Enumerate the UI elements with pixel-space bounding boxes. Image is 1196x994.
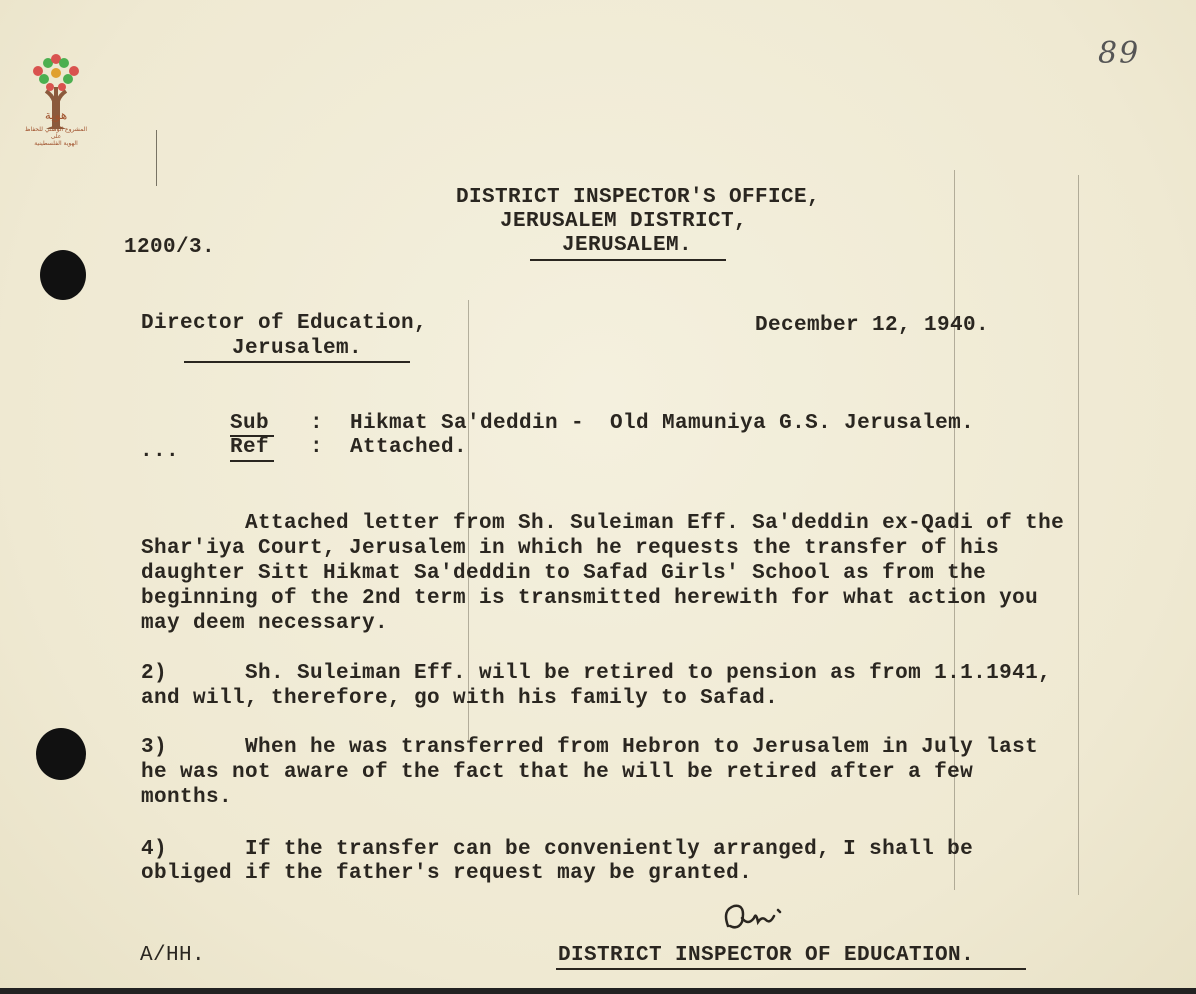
punch-hole [36, 728, 86, 780]
scan-bottom-edge [0, 988, 1196, 994]
paragraph-3-line: months. [141, 786, 233, 809]
ref-label: Ref [230, 436, 270, 459]
paragraph-2-line: 2) Sh. Suleiman Eff. will be retired to pension as from 1.1.1941, [141, 662, 1052, 685]
paragraph-1-line: may deem necessary. [141, 612, 389, 635]
paragraph-3-line: 3) When he was transferred from Hebron to Jerusalem in July last [141, 736, 1039, 759]
paragraph-1-line: beginning of the 2nd term is transmitted herewith for what action you [141, 587, 1039, 610]
addressee-line-2: Jerusalem. [232, 337, 363, 360]
file-number: 1200/3. [124, 236, 216, 259]
addressee-line-1: Director of Education, [141, 312, 428, 335]
handwritten-signature-icon [716, 896, 796, 940]
letter-date: December 12, 1940. [755, 314, 990, 337]
sub-label: Sub [230, 412, 270, 435]
office-line-1: DISTRICT INSPECTOR'S OFFICE, [456, 186, 821, 209]
paragraph-4-line: 4) If the transfer can be conveniently arranged, I shall be [141, 838, 974, 861]
fold-line [156, 130, 157, 186]
signatory-title: DISTRICT INSPECTOR OF EDUCATION. [558, 944, 975, 967]
paragraph-1-line: daughter Sitt Hikmat Sa'deddin to Safad Girls' School as from the [141, 562, 987, 585]
logo-subtitle: المشروع الوطني للحفاظ على الهوية الفلسطينية [24, 126, 88, 147]
fold-line [1078, 175, 1079, 895]
typist-initials: A/HH. [140, 944, 206, 967]
office-line-3: JERUSALEM. [562, 234, 693, 257]
punch-hole [40, 250, 86, 300]
ref-colon: : [310, 436, 324, 459]
ref-text: Attached. [350, 436, 468, 459]
paragraph-3-line: he was not aware of the fact that he will be retired after a few [141, 761, 974, 784]
ref-prefix: ... [140, 440, 180, 463]
paragraph-2-line: and will, therefore, go with his family to Safad. [141, 687, 779, 710]
office-underline [530, 259, 726, 261]
logo-caption: هوية [44, 108, 68, 122]
signatory-underline [556, 968, 1026, 970]
paragraph-4-line: obliged if the father's request may be granted. [141, 862, 753, 885]
subject-text: Hikmat Sa'deddin - Old Mamuniya G.S. Jerusalem. [350, 412, 975, 435]
addressee-underline [184, 361, 410, 363]
sub-colon: : [310, 412, 324, 435]
paragraph-1-line: Shar'iya Court, Jerusalem in which he requests the transfer of his [141, 537, 1000, 560]
paragraph-1-line: Attached letter from Sh. Suleiman Eff. Sa'deddin ex-Qadi of the [141, 512, 1065, 535]
office-line-2: JERUSALEM DISTRICT, [500, 210, 748, 233]
ref-label-underline [230, 460, 274, 462]
page-number: 89 [1098, 36, 1141, 71]
